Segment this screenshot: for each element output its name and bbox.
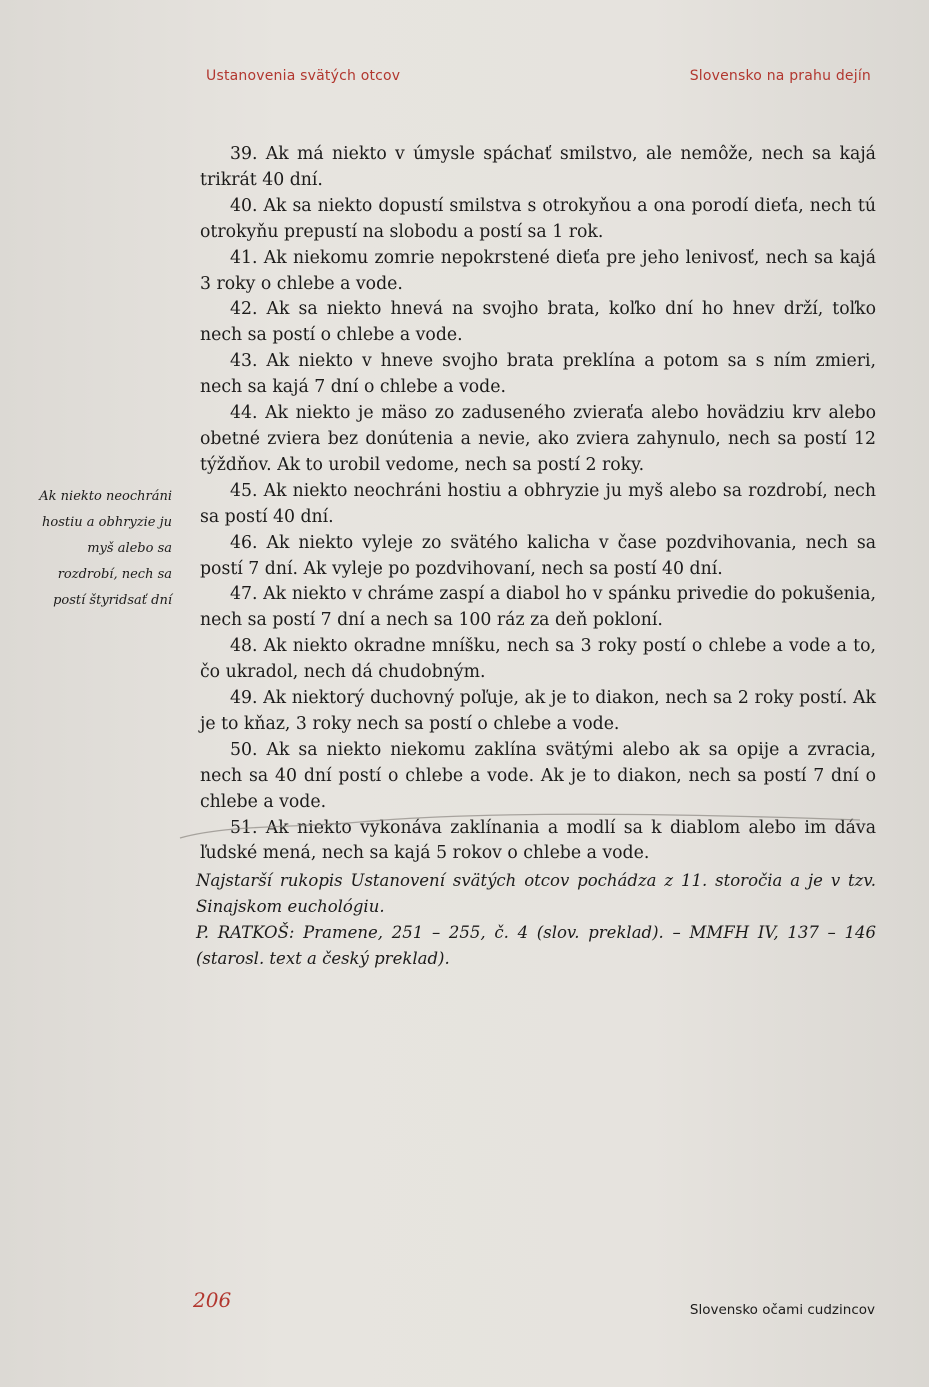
paragraph-43: 43. Ak niekto v hneve svojho brata preklína a potom sa s ním zmieri, nech sa kajá 7 dní o chlebe a vode. — [200, 351, 876, 398]
paragraph-51: 51. Ak niekto vykonáva zaklínania a modlí sa k diablom alebo im dáva ľudské mená, nech sa kajá 5 rokov o chlebe a vode. — [200, 817, 876, 864]
margin-note-line: Ak niekto neochráni — [39, 489, 172, 504]
paragraph-44: 44. Ak niekto je mäso zo zaduseného zvieraťa alebo hovädziu krv alebo obetné zviera bez donútenia a nevie, ako zviera zahynulo, nech sa postí 12 týždňov. Ak to urobil vedome, nech sa postí 2 roky. — [200, 403, 876, 475]
paragraph-47: 47. Ak niekto v chráme zaspí a diabol ho v spánku privedie do pokušenia, nech sa postí 7 dní a nech sa 100 ráz za deň pokloní. — [200, 584, 876, 631]
margin-note — [20, 484, 172, 614]
source-note-manuscript: Najstarší rukopis Ustanovení svätých otcov pochádza z 11. storočia a je v tzv. Sinajskom euchológiu. — [196, 871, 876, 916]
page-number: 206 — [193, 1288, 232, 1312]
paragraph-49: 49. Ak niektorý duchovný poľuje, ak je to diakon, nech sa 2 roky postí. Ak je to kňaz, 3 roky nech sa postí o chlebe a vode. — [200, 688, 876, 734]
margin-note-line: hostiu a obhryzie ju — [42, 515, 172, 530]
margin-note-line: myš alebo sa — [87, 541, 172, 556]
paragraph-48: 48. Ak niekto okradne mníšku, nech sa 3 roky postí o chlebe a vode a to, čo ukradol, nech dá chudobným. — [200, 636, 876, 683]
running-head-right: Slovensko na prahu dejín — [689, 68, 871, 84]
paragraph-45: 45. Ak niekto neochráni hostiu a obhryzie ju myš alebo sa rozdrobí, nech sa postí 40 dní. — [200, 480, 876, 527]
paragraph-42: 42. Ak sa niekto hnevá na svojho brata, koľko dní ho hnev drží, toľko nech sa postí o chlebe a vode. — [200, 299, 876, 346]
main-text — [200, 142, 876, 867]
running-head-left: Ustanovenia svätých otcov — [206, 68, 401, 84]
paragraph-41: 41. Ak niekomu zomrie nepokrstené dieťa pre jeho lenivosť, nech sa kajá 3 roky o chlebe a vode. — [200, 247, 876, 294]
paragraph-40: 40. Ak sa niekto dopustí smilstva s otrokyňou a ona porodí dieťa, nech tú otrokyňu prepustí na slobodu a postí sa 1 rok. — [200, 195, 876, 242]
footer-book-title: Slovensko očami cudzincov — [689, 1302, 875, 1318]
paragraph-46: 46. Ak niekto vyleje zo svätého kalicha v čase pozdvihovania, nech sa postí 7 dní. Ak vyleje po pozdvihovaní, nech sa postí 40 dní. — [200, 532, 876, 579]
source-note — [196, 868, 876, 972]
margin-note-line: postí štyridsať dní — [53, 593, 172, 608]
paragraph-50: 50. Ak sa niekto niekomu zaklína svätými alebo ak sa opije a zvracia, nech sa 40 dní postí o chlebe a vode. Ak je to diakon, nech sa postí 7 dní o chlebe a vode. — [200, 739, 876, 812]
paragraph-39: 39. Ak má niekto v úmysle spáchať smilstvo, ale nemôže, nech sa kajá trikrát 40 dní. — [200, 144, 876, 190]
margin-note-line: rozdrobí, nech sa — [57, 567, 172, 582]
source-note-references: P. RATKOŠ: Pramene, 251 – 255, č. 4 (slov. preklad). – MMFH IV, 137 – 146 (starosl. text a český preklad). — [196, 923, 876, 968]
